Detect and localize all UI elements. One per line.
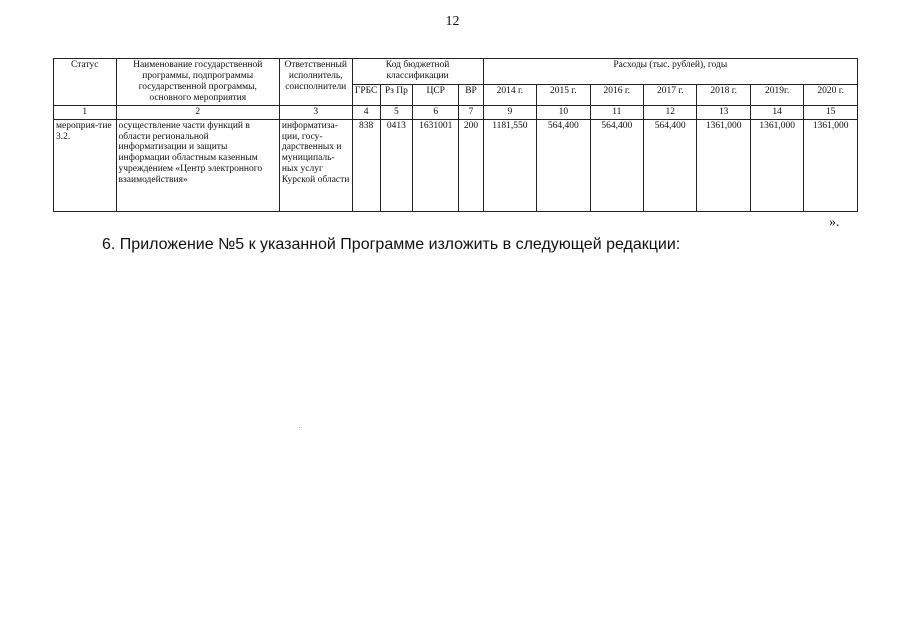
header-year-2018: 2018 г. [697,85,750,105]
row-value-2017: 564,400 [644,119,697,211]
column-number: 5 [380,105,412,119]
page-number: 12 [445,14,460,29]
row-grbs: 838 [352,119,380,211]
row-name: осуществление части функций в области региональной информатизации и защиты информации областным казенным учреждением «Центр электронного взаимодействия» [116,119,279,211]
column-number: 13 [697,105,750,119]
header-year-2016: 2016 г. [590,85,643,105]
row-executor: информатиза-ции, госу-дарственных и муниципаль-ных услуг Курской области [279,119,352,211]
column-number: 12 [644,105,697,119]
header-name: Наименование государственной программы, подпрограммы государственной программы, основного мероприятия [116,59,279,106]
budget-table [53,58,858,212]
row-csr: 1631001 [413,119,459,211]
row-value-2020: 1361,000 [804,119,858,211]
row-value-2014: 1181,550 [483,119,536,211]
header-year-2017: 2017 г. [644,85,697,105]
amendment-paragraph: 6. Приложение №5 к указанной Программе изложить в следующей редакции: [102,236,681,253]
column-number: 10 [537,105,590,119]
header-year-2015: 2015 г. [537,85,590,105]
closing-quote: ». [829,215,840,230]
row-status: мероприя-тие 3.2. [54,119,117,211]
row-value-2015: 564,400 [537,119,590,211]
header-year-2019: 2019г. [750,85,803,105]
row-value-2016: 564,400 [590,119,643,211]
header-code-csr: ЦСР [413,85,459,105]
column-number: 2 [116,105,279,119]
row-value-2019: 1361,000 [750,119,803,211]
column-number: 4 [352,105,380,119]
column-number: 3 [279,105,352,119]
header-year-2014: 2014 г. [483,85,536,105]
column-number: 11 [590,105,643,119]
row-vr: 200 [459,119,483,211]
header-budget-code: Код бюджетной классификации [352,59,483,85]
scan-speck [299,427,300,428]
table-row [54,119,858,211]
column-number: 7 [459,105,483,119]
column-number: 6 [413,105,459,119]
header-expenses: Расходы (тыс. рублей), годы [483,59,857,85]
header-code-grbs: ГРБС [352,85,380,105]
header-executor: Ответственный исполнитель, соисполнители [279,59,352,106]
column-number: 15 [804,105,858,119]
header-code-vr: ВР [459,85,483,105]
row-value-2018: 1361,000 [697,119,750,211]
column-number: 1 [54,105,117,119]
header-status: Статус [54,59,117,106]
column-number: 14 [750,105,803,119]
header-code-rzpr: Рз Пр [380,85,412,105]
column-number: 9 [483,105,536,119]
row-rzpr: 0413 [380,119,412,211]
header-year-2020: 2020 г. [804,85,858,105]
